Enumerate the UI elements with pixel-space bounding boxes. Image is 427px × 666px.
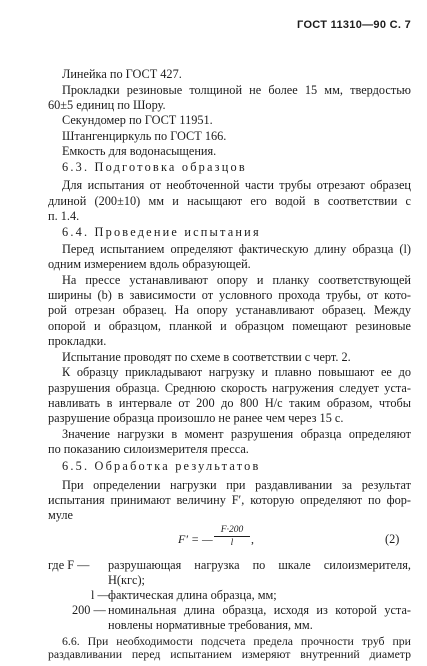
s64-p1-line1: Перед испытанием определяют фактическую длину образца (l) [62,242,411,256]
s64-p4-line2: разрушения образца. Среднюю скорость нагружения следует уста- [48,381,411,395]
s65-line1: При определении нагрузки при раздавливании за результат [62,478,411,492]
s64-p2-line1: На прессе устанавливают опору и планку соответствующей [62,273,411,287]
where-f-text: разрушающая нагрузка по шкале силоизмерителя, [108,558,411,572]
where-l-text: фактическая длина образца, мм; [108,588,277,602]
s64-p2-line4: опорой и образцом, планкой и образцом помещают резиновые [48,319,411,333]
section-6-4-title: 6.4. Проведение испытания [62,225,261,239]
equipment-ruler: Линейка по ГОСТ 427. [62,67,182,81]
s64-p2-line5: прокладки. [48,334,107,348]
s64-p2-line2: ширины (b) в зависимости от условного прохода трубы, от кото- [48,288,411,302]
where-200-cont: новлены нормативные требования, мм. [108,618,313,632]
s63-line1: Для испытания от необточенной части трубы отрезают образец [62,178,411,192]
where-200-text: номинальная длина образца, исходя из которой уста- [108,603,411,617]
equipment-container: Емкость для водонасыщения. [62,144,217,158]
formula-number: (2) [385,532,400,546]
s64-p5-line1: Значение нагрузки в момент разрушения образца определяют [62,427,411,441]
s66-line2: раздавливании перед испытанием измеряют внутренний диаметр [48,647,411,661]
section-6-3-title: 6.3. Подготовка образцов [62,160,247,174]
s64-p3-line1: Испытание проводят по схеме в соответствии с черт. 2. [62,350,351,364]
s63-line2: длиной (200±10) мм и насыщают его водой в соответствии с [48,194,411,208]
formula-numerator: F·200 [214,524,250,537]
s65-line3: муле [48,508,73,522]
where-f-label: где F — [48,558,90,572]
s64-p4-line3: навливать в интервале от 200 до 800 Н/с таким образом, чтобы [48,396,411,410]
formula-comma: , [251,532,254,546]
s64-p4-line1: К образцу прикладывают нагрузку и плавно повышают ее до [62,365,411,379]
formula-denominator: l [230,538,234,548]
equipment-caliper: Штангенциркуль по ГОСТ 166. [62,129,227,143]
where-l-label: l — [91,588,110,602]
formula-lhs: F′ = — [178,532,213,546]
s65-line2: испытания принимают величину F′, которую определяют по фор- [48,493,411,507]
s63-line3: п. 1.4. [48,209,80,223]
s64-p1-line2: одним измерением вдоль образующей. [48,257,251,271]
where-200-label: 200 — [72,603,106,617]
s66-line1: 6.6. При необходимости подсчета предела прочности труб при [62,634,411,648]
s64-p5-line2: по показанию силоизмерителя пресса. [48,442,249,456]
page-header: ГОСТ 11310—90 С. 7 [297,19,411,31]
section-6-5-title: 6.5. Обработка результатов [62,459,261,473]
equipment-gaskets-line2: 60±5 единиц по Шору. [48,98,166,112]
equipment-gaskets-line1: Прокладки резиновые толщиной не более 15 мм, твердостью [62,83,411,97]
equipment-stopwatch: Секундомер по ГОСТ 11951. [62,113,213,127]
s64-p4-line4: разрушение образца произошло не ранее чем через 15 с. [48,411,344,425]
where-f-cont: Н(кгс); [108,573,145,587]
s64-p2-line3: рой отрезан образец. На опору устанавливают образец. Между [48,303,411,317]
